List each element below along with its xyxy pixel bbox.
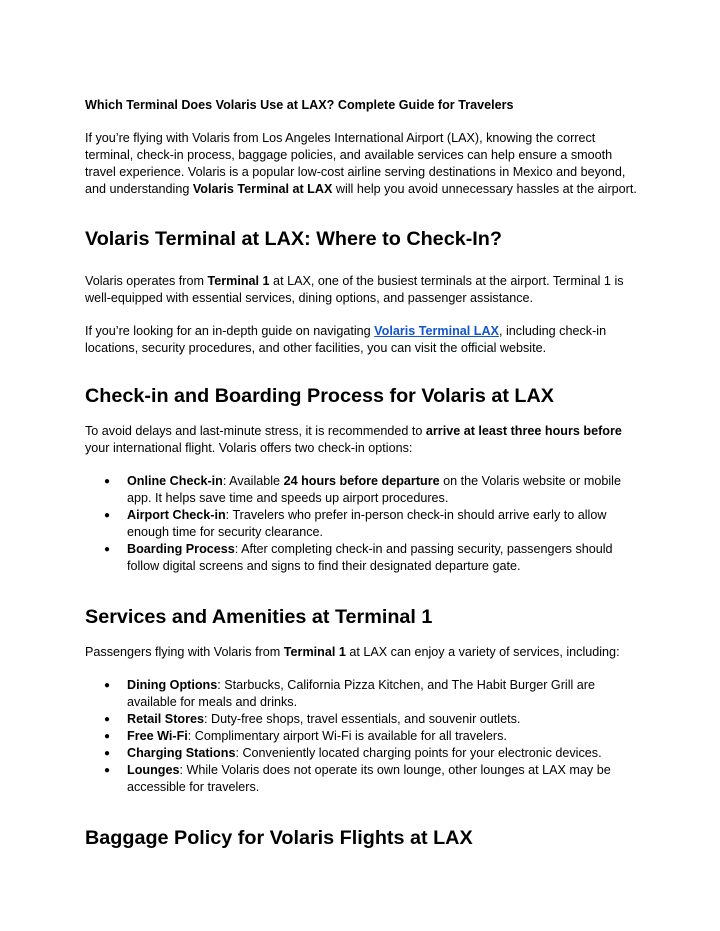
list-item-bold: Lounges — [127, 763, 180, 777]
list-item-bold: Airport Check-in — [127, 508, 226, 522]
services-intro-text-end: at LAX can enjoy a variety of services, including: — [345, 645, 620, 659]
list-item — [85, 677, 640, 711]
terminal-bold: Terminal 1 — [207, 274, 270, 288]
list-item-text: : Travelers who prefer in-person check-in should arrive early to allow enough time for security clearance. — [127, 508, 607, 539]
intro-bold-term: Volaris Terminal at LAX — [192, 182, 333, 196]
boarding-intro-text-end: your international flight. Volaris offers two check-in options: — [85, 441, 413, 455]
list-item-bold: Boarding Process — [127, 542, 235, 556]
list-item — [85, 541, 640, 575]
intro-paragraph — [85, 130, 640, 198]
guide-paragraph — [85, 323, 640, 357]
document-title: Which Terminal Does Volaris Use at LAX? Complete Guide for Travelers — [85, 98, 514, 112]
list-item-bold: Online Check-in — [127, 474, 223, 488]
list-item-bold: Retail Stores — [127, 712, 204, 726]
terminal-text: Volaris operates from — [85, 274, 208, 288]
boarding-intro-bold: arrive at least three hours before — [425, 424, 622, 438]
list-item — [85, 507, 640, 541]
list-item-text: : Starbucks, California Pizza Kitchen, and The Habit Burger Grill are available for meals and drinks. — [127, 678, 596, 709]
guide-text: If you’re looking for an in-depth guide on navigating — [85, 324, 375, 338]
list-item — [85, 473, 640, 507]
list-item — [85, 728, 640, 745]
services-list — [85, 677, 640, 796]
list-item-text: : Available — [222, 474, 284, 488]
section-heading-boarding: Check-in and Boarding Process for Volaris at LAX — [85, 385, 554, 407]
boarding-intro-paragraph — [85, 423, 640, 457]
list-item — [85, 762, 640, 796]
list-item-bold: Charging Stations — [127, 746, 236, 760]
document-page — [85, 97, 640, 850]
list-item-bold: Dining Options — [127, 678, 218, 692]
boarding-intro-text: To avoid delays and last-minute stress, it is recommended to — [85, 424, 426, 438]
list-item — [85, 711, 640, 728]
terminal-text-end: at LAX, one of the busiest terminals at the airport. Terminal 1 is well-equipped with essential services, dining options, and passenger assistance. — [85, 274, 624, 305]
list-item-text-end: on the Volaris website or mobile app. It helps save time and speeds up airport procedures. — [127, 474, 621, 505]
services-intro-bold: Terminal 1 — [283, 645, 346, 659]
list-item-text: : While Volaris does not operate its own lounge, other lounges at LAX may be accessible for travelers. — [127, 763, 611, 794]
list-item-text: : Conveniently located charging points for your electronic devices. — [235, 746, 602, 760]
section-heading-services: Services and Amenities at Terminal 1 — [85, 606, 433, 628]
list-item-bold: Free Wi-Fi — [127, 729, 188, 743]
check-in-options-list — [85, 473, 640, 575]
guide-text-end: , including check-in locations, security procedures, and other facilities, you can visit the official website. — [85, 324, 607, 355]
intro-text-end: will help you avoid unnecessary hassles at the airport. — [332, 182, 637, 196]
list-item-text: : Complimentary airport Wi-Fi is available for all travelers. — [187, 729, 507, 743]
intro-text: If you’re flying with Volaris from Los Angeles International Airport (LAX), knowing the correct terminal, check-in process, baggage policies, and available services can help ensure a smooth travel experience. Volaris is a popular low-cost airline serving destinations in Mexico and beyond, and understanding — [85, 131, 626, 196]
section-heading-check-in: Volaris Terminal at LAX: Where to Check-In? — [85, 228, 502, 250]
list-item-text: : After completing check-in and passing security, passengers should follow digital screens and signs to find their designated departure gate. — [127, 542, 613, 573]
list-item-text: : Duty-free shops, travel essentials, and souvenir outlets. — [204, 712, 521, 726]
services-intro-text: Passengers flying with Volaris from — [85, 645, 284, 659]
services-intro-paragraph — [85, 644, 640, 661]
section-heading-baggage: Baggage Policy for Volaris Flights at LAX — [85, 827, 473, 849]
terminal-paragraph — [85, 273, 640, 307]
list-item-bold-inline: 24 hours before departure — [283, 474, 440, 488]
volaris-terminal-lax-link[interactable]: Volaris Terminal LAX — [374, 324, 499, 338]
list-item — [85, 745, 640, 762]
